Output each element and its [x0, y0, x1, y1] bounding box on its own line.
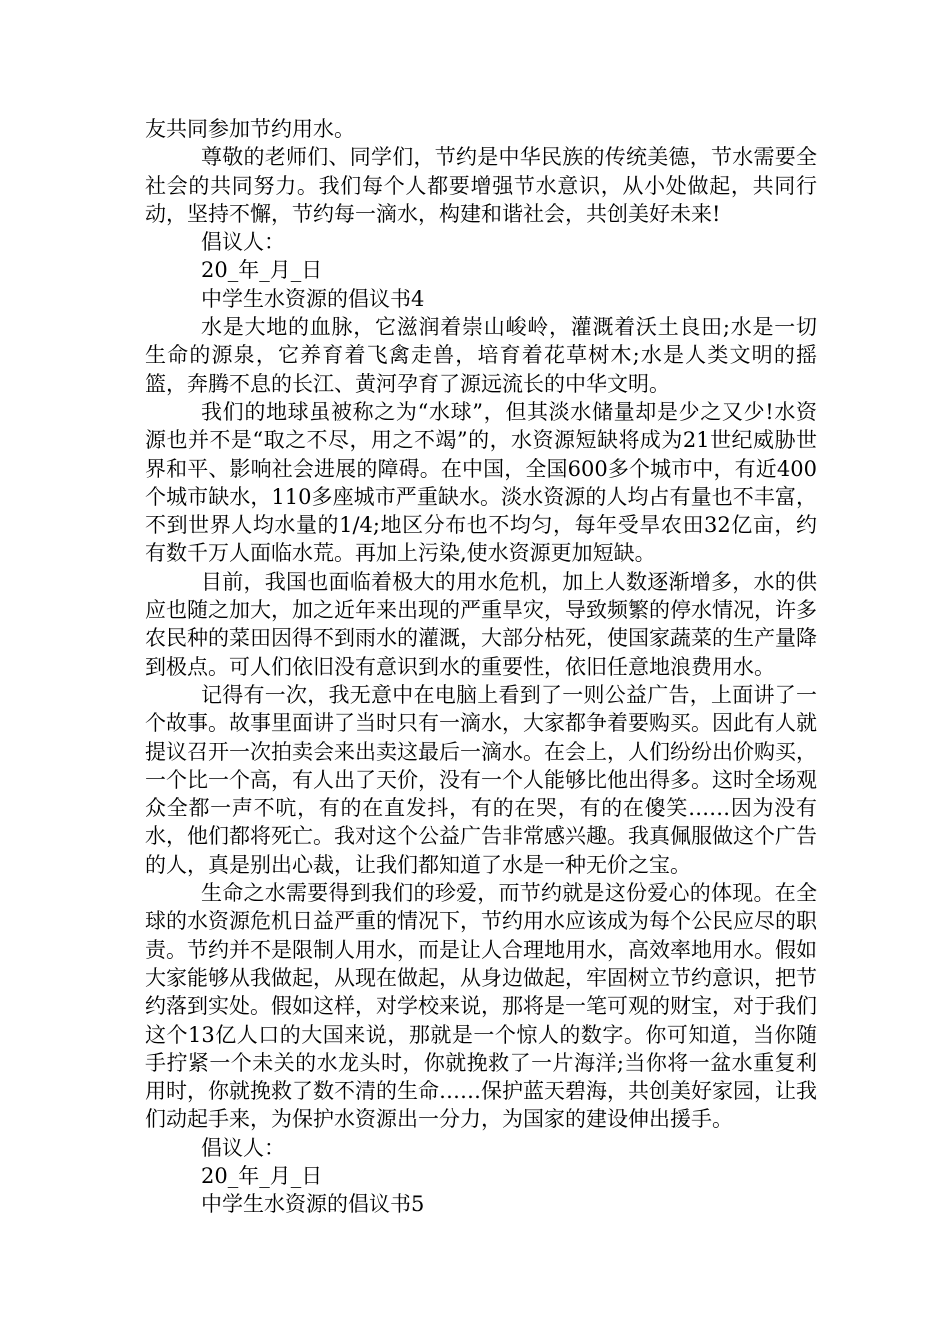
paragraph: 生命之水需要得到我们的珍爱，而节约就是这份爱心的体现。在全球的水资源危机日益严重的情况下，节约用水应该成为每个公民应尽的职责。节约并不是限制人用水，而是让人合理地用水，高效率地用水。假如大家能够从我做起，从现在做起，从身边做起，牢固树立节约意识，把节约落到实处。假如这样，对学校来说，那将是一笔可观的财宝，对于我们这个13亿人口的大国来说，那就是一个惊人的数字。你可知道，当你随手拧紧一个未关的水龙头时，你就挽救了一片海洋;当你将一盆水重复利用时，你就挽救了数不清的生命……保护蓝天碧海，共创美好家园，让我们动起手来，为保护水资源出一分力，为国家的建设伸出援手。	[145, 881, 817, 1132]
date-line: 20_年_月_日	[201, 1163, 323, 1188]
paragraph: 目前，我国也面临着极大的用水危机，加上人数逐渐增多，水的供应也随之加大，加之近年来出现的严重旱灾，导致频繁的停水情况，许多农民种的菜田因得不到雨水的灌溉，大部分枯死，使国家蔬菜的生产量降到极点。可人们依旧没有意识到水的重要性，依旧任意地浪费用水。	[145, 569, 817, 679]
date-line: 20_年_月_日	[201, 258, 323, 283]
section-title: 中学生水资源的倡议书4	[201, 286, 425, 311]
section-title: 中学生水资源的倡议书5	[201, 1192, 425, 1217]
document-body	[145, 115, 817, 1219]
signature-label: 倡议人：	[201, 230, 285, 255]
paragraph: 尊敬的老师们、同学们，节约是中华民族的传统美德，节水需要全社会的共同努力。我们每个人都要增强节水意识，从小处做起，共同行动，坚持不懈，节约每一滴水，构建和谐社会，共创美好未来!	[145, 145, 817, 226]
paragraph: 水是大地的血脉，它滋润着崇山峻岭，灌溉着沃土良田;水是一切生命的源泉，它养育着飞禽走兽，培育着花草树木;水是人类文明的摇篮，奔腾不息的长江、黄河孕育了源远流长的中华文明。	[145, 315, 817, 396]
signature-label: 倡议人：	[201, 1135, 285, 1160]
paragraph: 我们的地球虽被称之为“水球”，但其淡水储量却是少之又少!水资源也并不是“取之不尽，用之不竭”的，水资源短缺将成为21世纪威胁世界和平、影响社会进展的障碍。在中国，全国600多个城市中，有近400个城市缺水，110多座城市严重缺水。淡水资源的人均占有量也不丰富，不到世界人均水量的1/4;地区分布也不均匀，每年受旱农田32亿亩，约有数千万人面临水荒。再加上污染,使水资源更加短缺。	[145, 399, 817, 566]
paragraph: 记得有一次，我无意中在电脑上看到了一则公益广告，上面讲了一个故事。故事里面讲了当时只有一滴水，大家都争着要购买。因此有人就提议召开一次拍卖会来出卖这最后一滴水。在会上，人们纷纷出价购买，一个比一个高，有人出了天价，没有一个人能够比他出得多。这时全场观众全都一声不吭，有的在直发抖，有的在哭，有的在傻笑……因为没有水，他们都将死亡。我对这个公益广告非常感兴趣。我真佩服做这个广告的人，真是别出心裁，让我们都知道了水是一种无价之宝。	[145, 682, 817, 877]
paragraph: 友共同参加节约用水。	[145, 117, 355, 141]
